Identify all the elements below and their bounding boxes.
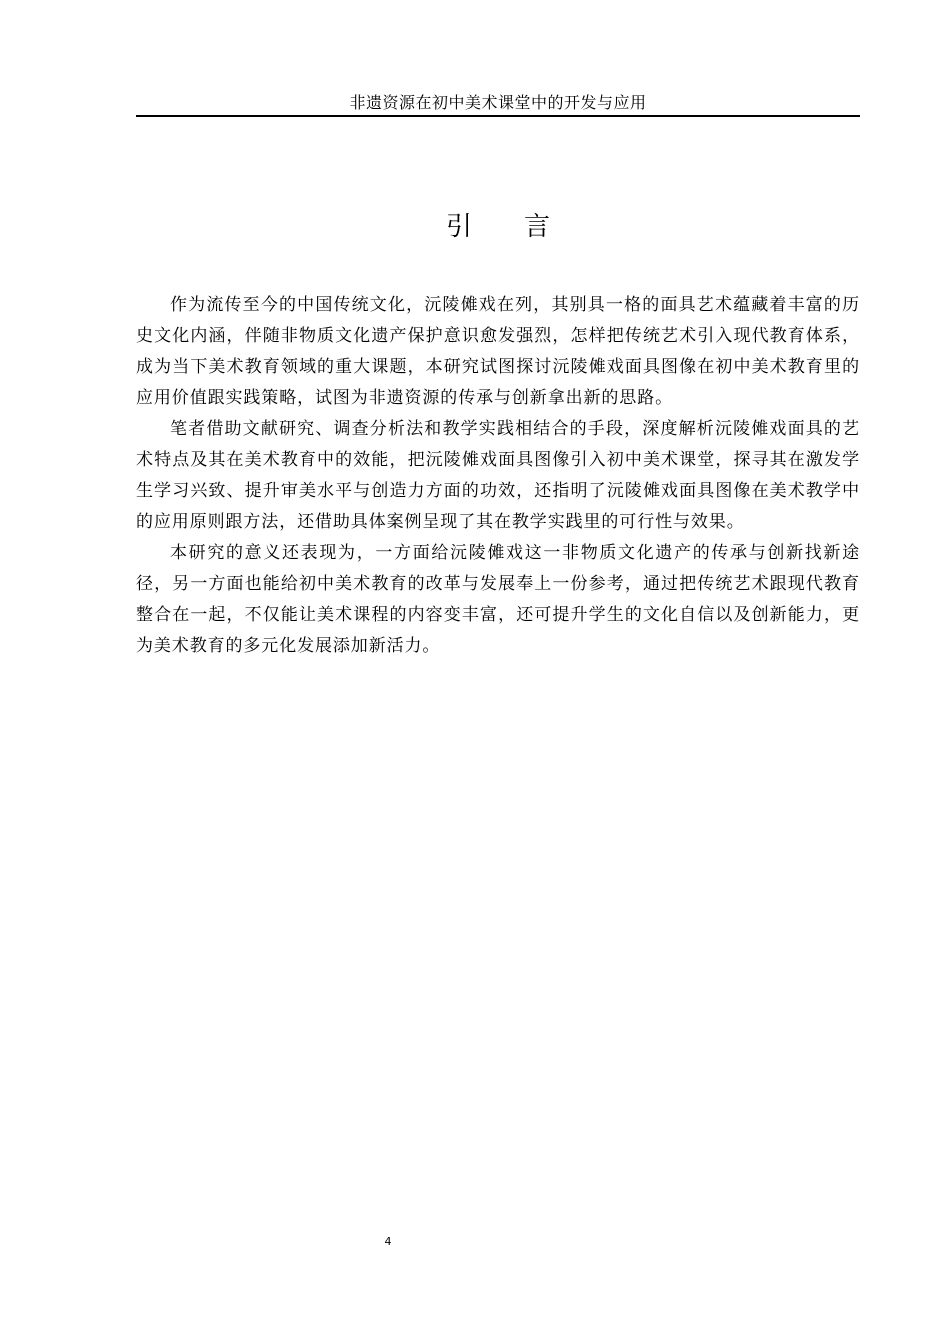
paragraph-2: 笔者借助文献研究、调查分析法和教学实践相结合的手段，深度解析沅陵傩戏面具的艺术特点及其在美术教育中的效能，把沅陵傩戏面具图像引入初中美术课堂，探寻其在激发学生学习兴致、提升审美水平与创造力方面的功效，还指明了沅陵傩戏面具图像在美术教学中的应用原则跟方法，还借助具体案例呈现了其在教学实践里的可行性与效果。 (136, 419, 860, 532)
paragraph-1: 作为流传至今的中国传统文化，沅陵傩戏在列，其别具一格的面具艺术蕴藏着丰富的历史文化内涵，伴随非物质文化遗产保护意识愈发强烈，怎样把传统艺术引入现代教育体系，成为当下美术教育领域的重大课题，本研究试图探讨沅陵傩戏面具图像在初中美术教育里的应用价值跟实践策略，试图为非遗资源的传承与创新拿出新的思路。 (136, 295, 860, 408)
header-rule (136, 115, 860, 117)
running-header: 非遗资源在初中美术课堂中的开发与应用 (349, 93, 647, 112)
page-number: 4 (384, 1235, 392, 1248)
paragraph-3: 本研究的意义还表现为，一方面给沅陵傩戏这一非物质文化遗产的传承与创新找新途径，另一方面也能给初中美术教育的改革与发展奉上一份参考，通过把传统艺术跟现代教育整合在一起，不仅能让美术课程的内容变丰富，还可提升学生的文化自信以及创新能力，更为美术教育的多元化发展添加新活力。 (136, 543, 860, 656)
section-title (136, 210, 860, 244)
section-title-char-2: 言 (524, 212, 551, 242)
section-title-char-1: 引 (445, 212, 472, 242)
body-text (136, 290, 860, 662)
